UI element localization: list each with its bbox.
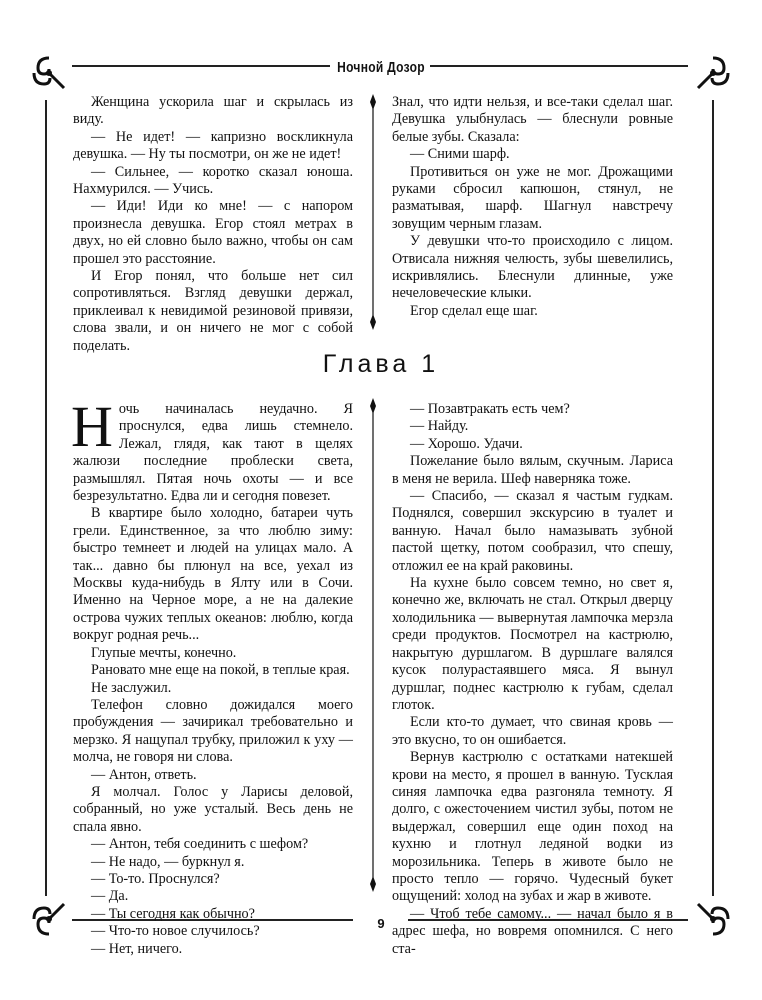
bottom-right-column xyxy=(392,401,673,958)
paragraph: Если кто-то думает, что свиная кровь — это вкусно, то он ошибается. xyxy=(392,714,673,748)
paragraph: — Сними шарф. xyxy=(410,146,510,163)
column-divider-ornament-icon xyxy=(366,398,380,892)
paragraph: — Нет, ничего. xyxy=(91,940,183,957)
paragraph: И Егор понял, что больше нет сил сопротивляться. Взгляд девушки держал, приклеивал к невидимой резиновой привязи, слова звали, и он ничего не мог с собой поделать. xyxy=(73,268,353,354)
top-left-column xyxy=(73,94,353,355)
paragraph: Рановато мне еще на покой, в теплые края. xyxy=(91,662,350,679)
corner-ornament-icon xyxy=(692,52,734,94)
paragraph: — Хорошо. Удачи. xyxy=(410,435,523,452)
opening-text: очь начиналась неудачно. Я проснулся, едва лишь стемнело. Лежал, глядя, как тают в щелях жалюзи последние проблески света, размышлял. Пятая ночь охоты — и все безрезультатно. Едва ли и сегодня повезет. xyxy=(73,401,353,505)
paragraph: Женщина ускорила шаг и скрылась из виду. xyxy=(73,94,353,128)
frame-top-line-right xyxy=(430,65,688,67)
drop-cap: Н xyxy=(71,394,113,459)
paragraph: Телефон словно дожидался моего пробуждения — зачирикал требовательно и мерзко. Я нащупал трубку, приложил к уху — молча, не говоря ни слова. xyxy=(73,696,353,766)
paragraph: Егор сделал еще шаг. xyxy=(410,302,538,319)
paragraph: — Найду. xyxy=(410,418,469,435)
corner-ornament-icon xyxy=(692,898,734,940)
frame-left-line xyxy=(45,100,47,896)
paragraph: — Ты сегодня как обычно? xyxy=(91,905,255,922)
paragraph: У девушки что-то происходило с лицом. Отвисала нижняя челюсть, зубы шевелились, искривлялись. Блеснули длинные, уже нечеловеческие клыки. xyxy=(392,233,673,302)
paragraph: На кухне было совсем темно, но свет я, конечно же, включать не стал. Открыл дверцу холодильника — вывернутая лампочка мерзла среди продуктов. Посмотрел на кастрюлю, накрытую дуршлагом. В дуршлаге валялся кусок полурастаявшего мяса. Я вынул дуршлаг, поднес кастрюлю к губам, сделал глоток. xyxy=(392,575,673,713)
paragraph: — Иди! Иди ко мне! — с напором произнесла девушка. Егор стоял метрах в двух, но ей словно было важно, чтобы он сам прошел это расстояние. xyxy=(73,198,353,267)
paragraph: — Антон, ответь. xyxy=(91,766,197,783)
bottom-left-column xyxy=(71,394,353,958)
paragraph: Вернув кастрюлю с остатками натекшей крови на место, я прошел в ванную. Тусклая синяя лампочка едва разгоняла темноту. Я долго, с ожесточением чистил зубы, потом не выдержал, совершил еще один поход на кухню и глотнул ледяной водки из морозильника. Теперь в животе было не просто тепло — горячо. Чудесный букет ощущений: холод на зубах и жар в животе. xyxy=(392,749,673,905)
column-divider-ornament-icon xyxy=(366,94,380,330)
opening-paragraph xyxy=(71,394,353,505)
paragraph: В квартире было холодно, батареи чуть грели. Единственное, за что люблю зиму: быстро темнеет и людей на улицах мало. А так... давно бы плюнул на все, уехал из Москвы куда-нибудь в Ялту или в Сочи. Именно на Черное море, а не на далекие острова чужих теплых океанов: люблю, когда вокруг родная речь... xyxy=(73,505,353,644)
paragraph: Не заслужил. xyxy=(91,679,172,696)
paragraph: Я молчал. Голос у Ларисы деловой, собранный, но уже усталый. Весь день не спала явно. xyxy=(73,783,353,835)
top-right-column xyxy=(392,94,673,320)
paragraph: — Не надо, — буркнул я. xyxy=(91,853,245,870)
paragraph: Знал, что идти нельзя, и все-таки сделал шаг. Девушка улыбнулась — блеснули ровные белые зубы. Сказала: xyxy=(392,94,673,145)
chapter-title: Глава 1 xyxy=(322,350,440,378)
paragraph: — Не идет! — капризно воскликнула девушка. — Ну ты посмотри, он же не идет! xyxy=(73,128,353,163)
frame-top-line-left xyxy=(72,65,330,67)
page-number: 9 xyxy=(377,916,385,931)
frame-right-line xyxy=(712,100,714,896)
paragraph: Глупые мечты, конечно. xyxy=(91,644,237,661)
paragraph: — Да. xyxy=(91,888,129,905)
paragraph: — Что-то новое случилось? xyxy=(91,923,260,940)
corner-ornament-icon xyxy=(28,898,70,940)
running-header: Ночной Дозор xyxy=(337,58,425,76)
paragraph: Противиться он уже не мог. Дрожащими руками сбросил капюшон, стянул, не разматывая, шарф. Шагнул навстречу зовущим черным глазам. xyxy=(392,163,673,232)
paragraph: — Позавтракать есть чем? xyxy=(410,401,570,417)
paragraph: — То-то. Проснулся? xyxy=(91,870,220,887)
corner-ornament-icon xyxy=(28,52,70,94)
paragraph: — Антон, тебя соединить с шефом? xyxy=(91,836,309,853)
paragraph: Пожелание было вялым, скучным. Лариса в меня не верила. Шеф наверняка тоже. xyxy=(392,453,673,487)
paragraph: — Чтоб тебе самому... — начал было я в адрес шефа, но вовремя опомнился. С него ста- xyxy=(392,905,673,957)
paragraph: — Спасибо, — сказал я частым гудкам. Поднялся, совершил экскурсию в туалет и ванную. Начал было намазывать зубной пастой щетку, потом сообразил, что спешу, отложил ее на край раковины. xyxy=(392,488,673,574)
paragraph: — Сильнее, — коротко сказал юноша. Нахмурился. — Учись. xyxy=(73,163,353,198)
